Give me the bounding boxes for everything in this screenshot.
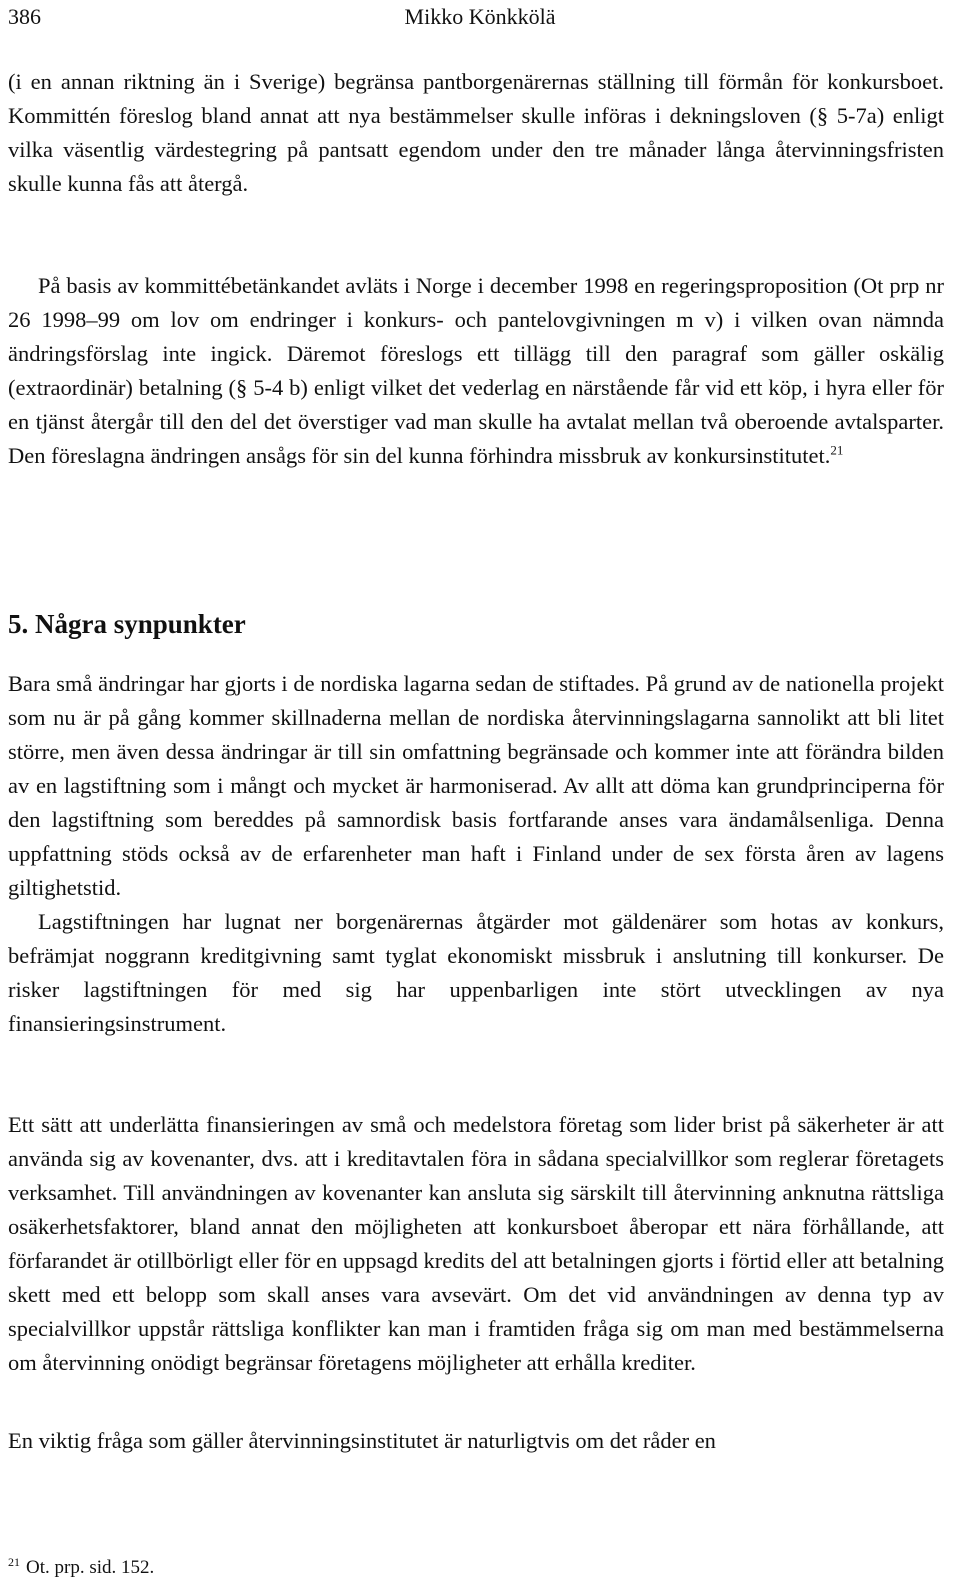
footnote-text: Ot. prp. sid. 152. <box>26 1557 155 1578</box>
paragraph-covenants <box>8 1108 944 1380</box>
page-header <box>8 2 952 32</box>
paragraph-norway-proposition <box>8 269 944 473</box>
paragraph-text: Bara små ändringar har gjorts i de nordiska lagarna sedan de stiftades. På grund av de nationella projekt som nu är på gång kommer skillnaderna mellan de nordiska återvinningslagarna sannolikt att bli litet större, men även dessa ändringar är till sin omfattning begränsade och kommer inte att förändra bilden av en lagstiftning som i mångt och mycket är harmoniserad. Av allt att döma kan grundprinciperna för den lagstiftning som bereddes på samnordisk basis fortfarande anses vara ändamålsenliga. Denna uppfattning stöds också av de erfarenheter man haft i Finland under de sex första åren av lagens giltighetstid. <box>8 671 944 900</box>
paragraph-legislation-effects <box>8 905 944 1041</box>
footnote <box>8 1555 154 1581</box>
paragraph-text: Ett sätt att underlätta finansieringen av små och medelstora företag som lider brist på säkerheter är att använda sig av kovenanter, dvs. att i kreditavtalen föra in sådana specialvillkor som reglerar företagets verksamhet. Till användningen av kovenanter kan ansluta sig särskilt till återvinning anknutna rättsliga osäkerhetsfaktorer, bland annat den möjligheten att konkursboet åberopar ett nära förhållande, att förfarandet är otillbörligt eller för en uppsagd kredits del att betalningen gjorts i förtid eller att betalning skett med ett belopp som skall anses vara avsevärt. Om det vid användningen av denna typ av specialvillkor uppstår rättsliga konflikter kan man i framtiden fråga sig om man med bestämmelserna om återvinning onödigt begränsar företagens möjligheter att erhålla krediter. <box>8 1112 944 1375</box>
paragraph-text: En viktig fråga som gäller återvinningsinstitutet är naturligtvis om det råder en <box>8 1428 716 1453</box>
paragraph-continued <box>8 65 944 201</box>
paragraph-text: Lagstiftningen har lugnat ner borgenärernas åtgärder mot gäldenärer som hotas av konkurs, befrämjat noggrann kreditgivning samt tyglat ekonomiskt missbruk i anslutning till konkurser. De risker lagstiftningen för med sig har uppenbarligen inte stört utvecklingen av nya finansieringsinstrument. <box>8 909 944 1036</box>
paragraph-nordic-changes <box>8 667 944 905</box>
paragraph-text: På basis av kommittébetänkandet avläts i Norge i december 1998 en regeringsproposition (Ot prp nr 26 1998–99 om lov om endringer i konkurs- och pantelovgivningen m v) i vilken ovan nämnda ändringsförslag inte ingick. Däremot föreslogs ett tillägg till den paragraf som gäller oskälig (extraordinär) betalning (§ 5-4 b) enligt vilket det vederlag en närstående får vid ett köp, i hyra eller för en tjänst återgår till den del det överstiger vad man skulle ha avtalat mellan två oberoende avtalsparter. Den föreslagna ändringen ansågs för sin del kunna förhindra missbruk av konkursinstitutet. <box>8 273 944 468</box>
paragraph-important-question <box>8 1424 944 1458</box>
paragraph-text: (i en annan riktning än i Sverige) begränsa pantborgenärernas ställning till förmån för konkursboet. Kommittén föreslog bland annat att nya bestämmelser skulle införas i dekningsloven (§ 5-7a) enligt vilka väsentlig värdestegring på pantsatt egendom under den tre månader långa återvinningsfristen skulle kunna fås att återgå. <box>8 69 944 196</box>
section-heading: 5. Några synpunkter <box>8 609 246 639</box>
page-number: 386 <box>8 4 41 29</box>
footnote-mark: 21 <box>8 1554 20 1569</box>
footnote-reference[interactable]: 21 <box>830 442 844 458</box>
running-head: Mikko Könkkölä <box>404 4 556 29</box>
